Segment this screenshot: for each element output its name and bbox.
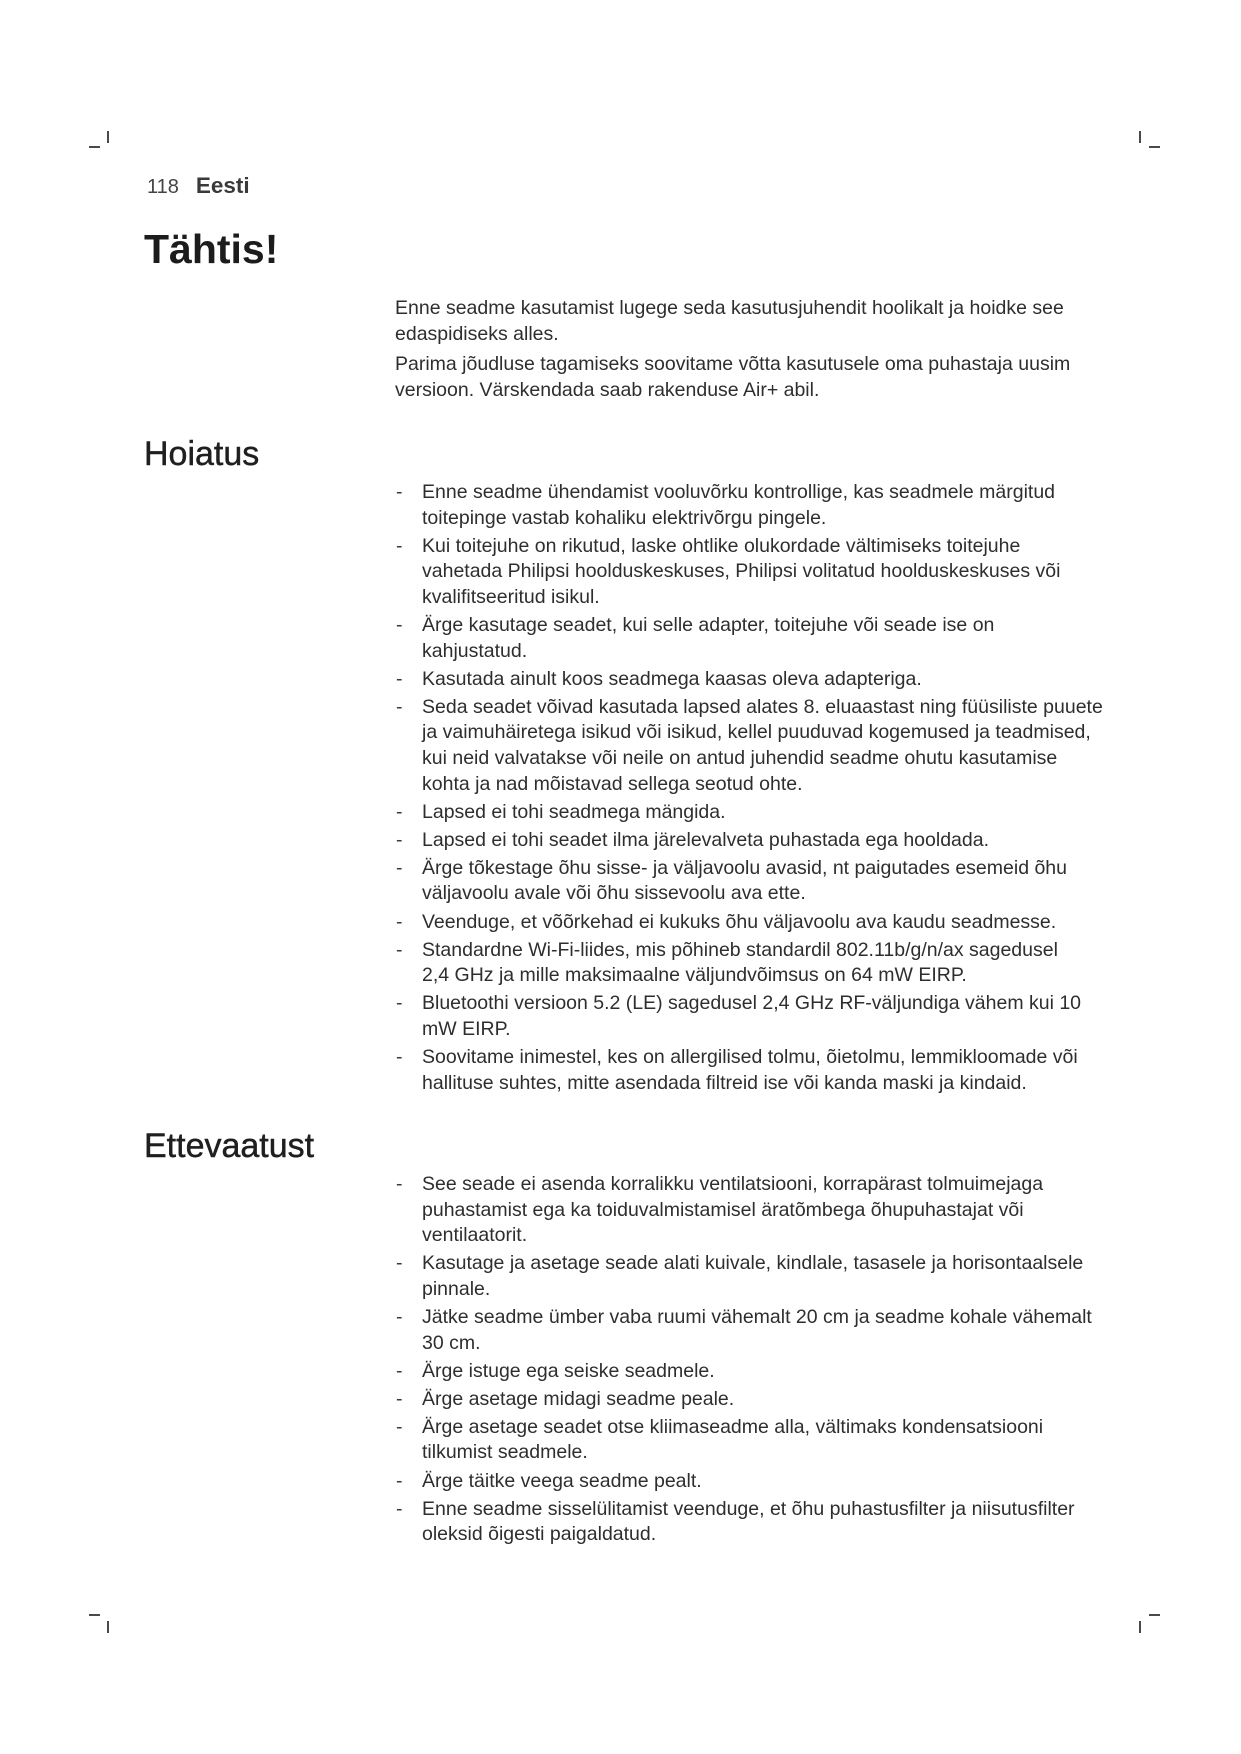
- warning-item: [396, 667, 1136, 693]
- bullet-marker: -: [396, 1305, 403, 1328]
- warning-item: [396, 856, 1136, 907]
- warning-item: [396, 991, 1136, 1042]
- warning-list: [396, 480, 1136, 1096]
- warning-item: [396, 800, 1136, 826]
- caution-item: [396, 1469, 1136, 1495]
- crop-mark-top-right-horizontal: [1149, 146, 1160, 148]
- warning-heading: Hoiatus: [144, 435, 260, 473]
- warning-item: [396, 480, 1136, 531]
- bullet-marker: -: [396, 613, 403, 636]
- bullet-marker: -: [396, 695, 403, 718]
- caution-item-text: Ärge asetage midagi seadme peale.: [422, 1387, 735, 1410]
- bullet-marker: -: [396, 1173, 403, 1195]
- crop-mark-bottom-right-vertical: [1139, 1621, 1141, 1633]
- warning-item-text: Soovitame inimestel, kes on allergilised tolmu, õietolmu, lemmikloomade või hallituse suhtes, mitte asendada filtreid ise või kanda maski ja kindaid.: [422, 1045, 1078, 1094]
- crop-mark-top-right-vertical: [1139, 131, 1141, 143]
- warning-item: [396, 534, 1136, 611]
- warning-item-text: Kui toitejuhe on rikutud, laske ohtlike olukordade vältimiseks toitejuhe vahetada Philipsi hoolduskeskuses, Philipsi volitatud hoolduskeskuses või kvalifitseeritud isikul.: [422, 534, 1061, 608]
- caution-item: [396, 1415, 1136, 1466]
- warning-item-text: Seda seadet võivad kasutada lapsed alates 8. eluaastast ning füüsiliste puuete ja vaimuhäiretega isikud või isikud, kellel puuduvad kogemused ja teadmised, kui neid valvatakse või neile on antud juhendid seadme ohutu kasutamise kohta ja nad mõistavad sellega seotud ohte.: [422, 695, 1103, 795]
- warning-item-text: Standardne Wi-Fi-liides, mis põhineb standardil 802.11b/g/n/ax sagedusel 2,4 GHz ja mille maksimaalne väljundvõimsus on 64 mW EIRP.: [422, 938, 1058, 987]
- bullet-marker: -: [396, 910, 403, 933]
- caution-item-text: Ärge istuge ega seiske seadmele.: [422, 1359, 715, 1382]
- caution-item-text: Enne seadme sisselülitamist veenduge, et õhu puhastusfilter ja niisutusfilter oleksid õigesti paigaldatud.: [422, 1497, 1075, 1546]
- caution-heading: Ettevaatust: [144, 1127, 315, 1165]
- crop-mark-bottom-left-vertical: [107, 1621, 109, 1633]
- warning-item-text: Ärge tõkestage õhu sisse- ja väljavoolu avasid, nt paigutades esemeid õhu väljavoolu avale või õhu sissevoolu ava ette.: [422, 856, 1067, 905]
- bullet-marker: -: [396, 800, 403, 823]
- crop-mark-bottom-left-horizontal: [89, 1614, 100, 1616]
- page-number: 118: [147, 176, 179, 198]
- warning-item-text: Lapsed ei tohi seadmega mängida.: [422, 800, 726, 823]
- warning-item: [396, 1045, 1136, 1096]
- bullet-marker: -: [396, 992, 403, 1015]
- warning-item-text: Enne seadme ühendamist vooluvõrku kontrollige, kas seadmele märgitud toitepinge vastab kohaliku elektrivõrgu pingele.: [422, 481, 1056, 529]
- bullet-marker: -: [396, 1387, 403, 1410]
- warning-item: [396, 938, 1136, 989]
- caution-item-text: See seade ei asenda korralikku ventilatsiooni, korrapärast tolmuimejaga puhastamist ega ka toiduvalmistamisel äratõmbega õhupuhastajat või ventilaatorit.: [422, 1173, 1044, 1247]
- caution-item: [396, 1359, 1136, 1385]
- intro-section: [395, 296, 1135, 403]
- caution-item: [396, 1387, 1136, 1413]
- bullet-marker: -: [396, 828, 403, 851]
- intro-paragraph: Parima jõudluse tagamiseks soovitame võtta kasutusele oma puhastaja uusim versioon. Värskendada saab rakenduse Air+ abil.: [395, 353, 1071, 401]
- bullet-marker: -: [396, 938, 403, 961]
- bullet-marker: -: [396, 1359, 403, 1382]
- bullet-marker: -: [396, 481, 403, 503]
- intro-paragraph: Enne seadme kasutamist lugege seda kasutusjuhendit hoolikalt ja hoidke see edaspidiseks alles.: [395, 297, 1064, 345]
- warning-item-text: Bluetoothi versioon 5.2 (LE) sagedusel 2,4 GHz RF-väljundiga vähem kui 10 mW EIRP.: [422, 992, 1082, 1040]
- page-title: Tähtis!: [144, 226, 279, 272]
- caution-item-text: Jätke seadme ümber vaba ruumi vähemalt 20 cm ja seadme kohale vähemalt 30 cm.: [422, 1305, 1092, 1354]
- caution-item: [396, 1172, 1136, 1249]
- bullet-marker: -: [396, 1045, 403, 1068]
- crop-mark-top-left-vertical: [107, 131, 109, 143]
- caution-item-text: Ärge asetage seadet otse kliimaseadme alla, vältimaks kondensatsiooni tilkumist seadmele.: [422, 1415, 1044, 1464]
- bullet-marker: -: [396, 667, 403, 690]
- warning-item-text: Lapsed ei tohi seadet ilma järelevalveta puhastada ega hooldada.: [422, 828, 989, 851]
- caution-item-text: Kasutage ja asetage seade alati kuivale, kindlale, tasasele ja horisontaalsele pinnale.: [422, 1252, 1084, 1300]
- bullet-marker: -: [396, 856, 403, 879]
- running-header: [147, 175, 250, 198]
- caution-item: [396, 1305, 1136, 1356]
- warning-item-text: Veenduge, et võõrkehad ei kukuks õhu väljavoolu ava kaudu seadmesse.: [422, 910, 1057, 933]
- caution-item-text: Ärge täitke veega seadme pealt.: [422, 1469, 702, 1492]
- bullet-marker: -: [396, 1469, 403, 1492]
- bullet-marker: -: [396, 1497, 403, 1520]
- crop-mark-top-left-horizontal: [89, 146, 100, 148]
- caution-list: [396, 1172, 1136, 1548]
- language-label: Eesti: [195, 173, 250, 198]
- crop-mark-bottom-right-horizontal: [1149, 1614, 1160, 1616]
- bullet-marker: -: [396, 1252, 403, 1275]
- warning-item-text: Ärge kasutage seadet, kui selle adapter, toitejuhe või seade ise on kahjustatud.: [422, 613, 995, 662]
- warning-item: [396, 695, 1136, 797]
- warning-item: [396, 910, 1136, 936]
- warning-item: [396, 828, 1136, 854]
- caution-item: [396, 1251, 1136, 1302]
- bullet-marker: -: [396, 534, 403, 557]
- bullet-marker: -: [396, 1415, 403, 1438]
- warning-item: [396, 613, 1136, 664]
- caution-item: [396, 1497, 1136, 1548]
- warning-item-text: Kasutada ainult koos seadmega kaasas oleva adapteriga.: [422, 667, 922, 690]
